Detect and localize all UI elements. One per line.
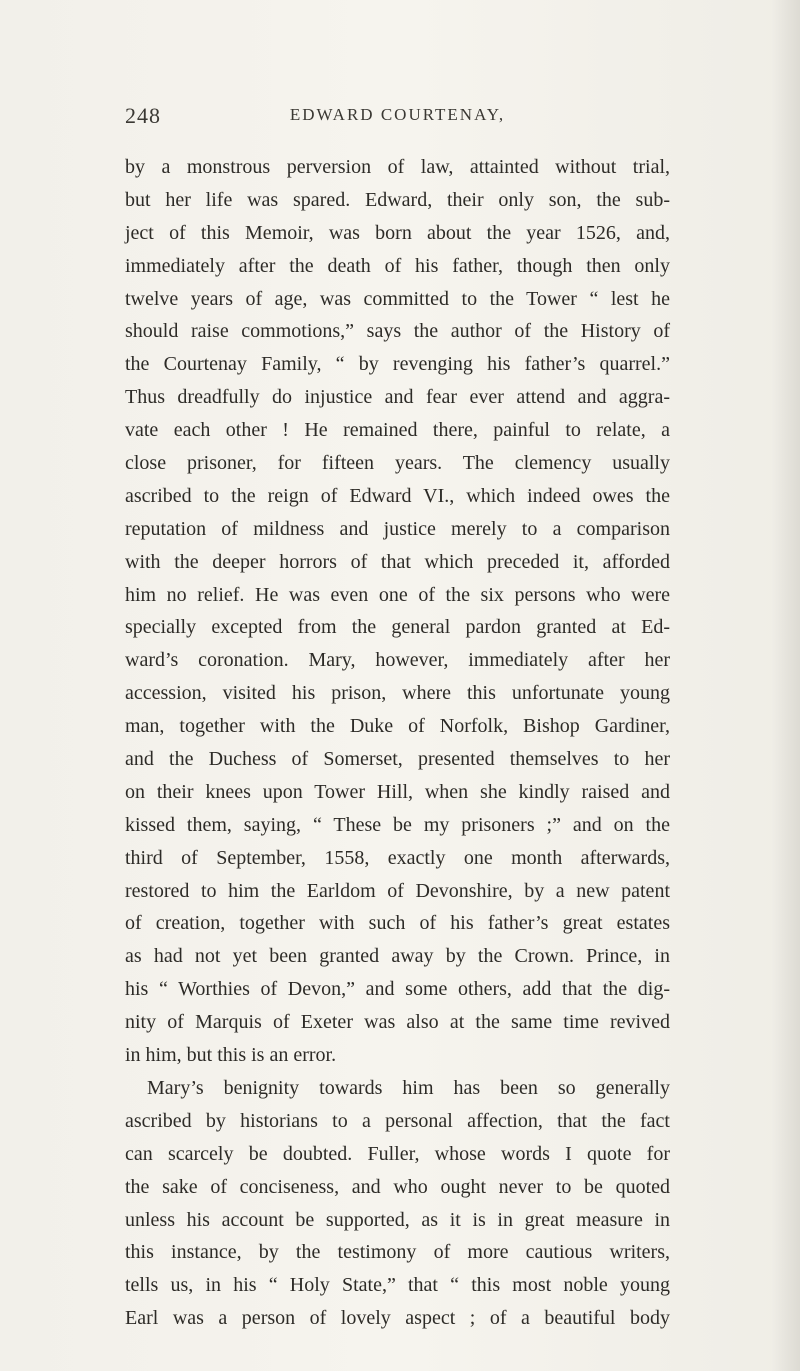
text-line: tells us, in his “ Holy State,” that “ this most noble young [125, 1274, 670, 1297]
text-line: in him, but this is an error. [125, 1044, 337, 1067]
text-line: Thus dreadfully do injustice and fear ever attend and aggra- [125, 386, 670, 409]
text-line: ascribed by historians to a personal affection, that the fact [125, 1109, 670, 1132]
text-line: reputation of mildness and justice merely to a comparison [125, 517, 670, 540]
text-line: as had not yet been granted away by the Crown. Prince, in [125, 945, 670, 968]
text-line: his “ Worthies of Devon,” and some others, add that the dig- [125, 978, 670, 1001]
text-line: man, together with the Duke of Norfolk, Bishop Gardiner, [125, 715, 670, 738]
paragraph [125, 151, 670, 1072]
page-number: 248 [125, 103, 161, 128]
text-line: should raise commotions,” says the author of the History of [125, 320, 670, 343]
text-line: third of September, 1558, exactly one month afterwards, [125, 846, 670, 869]
text-line: the Courtenay Family, “ by revenging his father’s quarrel.” [125, 353, 670, 376]
text-line: by a monstrous perversion of law, attainted without trial, [125, 156, 670, 178]
text-line: kissed them, saying, “ These be my prisoners ;” and on the [125, 813, 670, 836]
text-line: unless his account be supported, as it is in great measure in [125, 1208, 670, 1231]
text-line: nity of Marquis of Exeter was also at the same time revived [125, 1011, 670, 1034]
text-line: ward’s coronation. Mary, however, immediately after her [125, 649, 670, 672]
text-line: and the Duchess of Somerset, presented themselves to her [125, 748, 670, 771]
text-line: ascribed to the reign of Edward VI., which indeed owes the [125, 484, 670, 507]
paragraph [125, 1072, 670, 1335]
text-line: close prisoner, for fifteen years. The clemency usually [125, 452, 670, 475]
text-line: Mary’s benignity towards him has been so generally [147, 1076, 670, 1099]
text-line: but her life was spared. Edward, their only son, the sub- [125, 188, 670, 211]
page-edge-shadow [772, 0, 800, 1371]
body-text [125, 151, 670, 1335]
text-line: specially excepted from the general pardon granted at Ed- [125, 616, 670, 639]
text-line: restored to him the Earldom of Devonshire, by a new patent [125, 879, 670, 902]
text-line: Earl was a person of lovely aspect ; of a beautiful body [125, 1307, 670, 1330]
text-line: him no relief. He was even one of the six persons who were [125, 583, 670, 606]
text-line: immediately after the death of his father, though then only [125, 254, 670, 277]
text-line: the sake of conciseness, and who ought never to be quoted [125, 1175, 670, 1198]
text-line: this instance, by the testimony of more cautious writers, [125, 1241, 670, 1264]
text-line: twelve years of age, was committed to the Tower “ lest he [125, 287, 670, 310]
text-line: with the deeper horrors of that which preceded it, afforded [125, 550, 670, 573]
page-header [125, 103, 670, 133]
text-line: can scarcely be doubted. Fuller, whose words I quote for [125, 1142, 670, 1165]
text-line: ject of this Memoir, was born about the year 1526, and, [125, 221, 670, 244]
text-line: accession, visited his prison, where this unfortunate young [125, 682, 670, 705]
running-head: EDWARD COURTENAY, [289, 105, 506, 124]
text-line: vate each other ! He remained there, painful to relate, a [125, 419, 670, 442]
text-line: of creation, together with such of his father’s great estates [125, 912, 670, 935]
text-line: on their knees upon Tower Hill, when she kindly raised and [125, 780, 670, 803]
